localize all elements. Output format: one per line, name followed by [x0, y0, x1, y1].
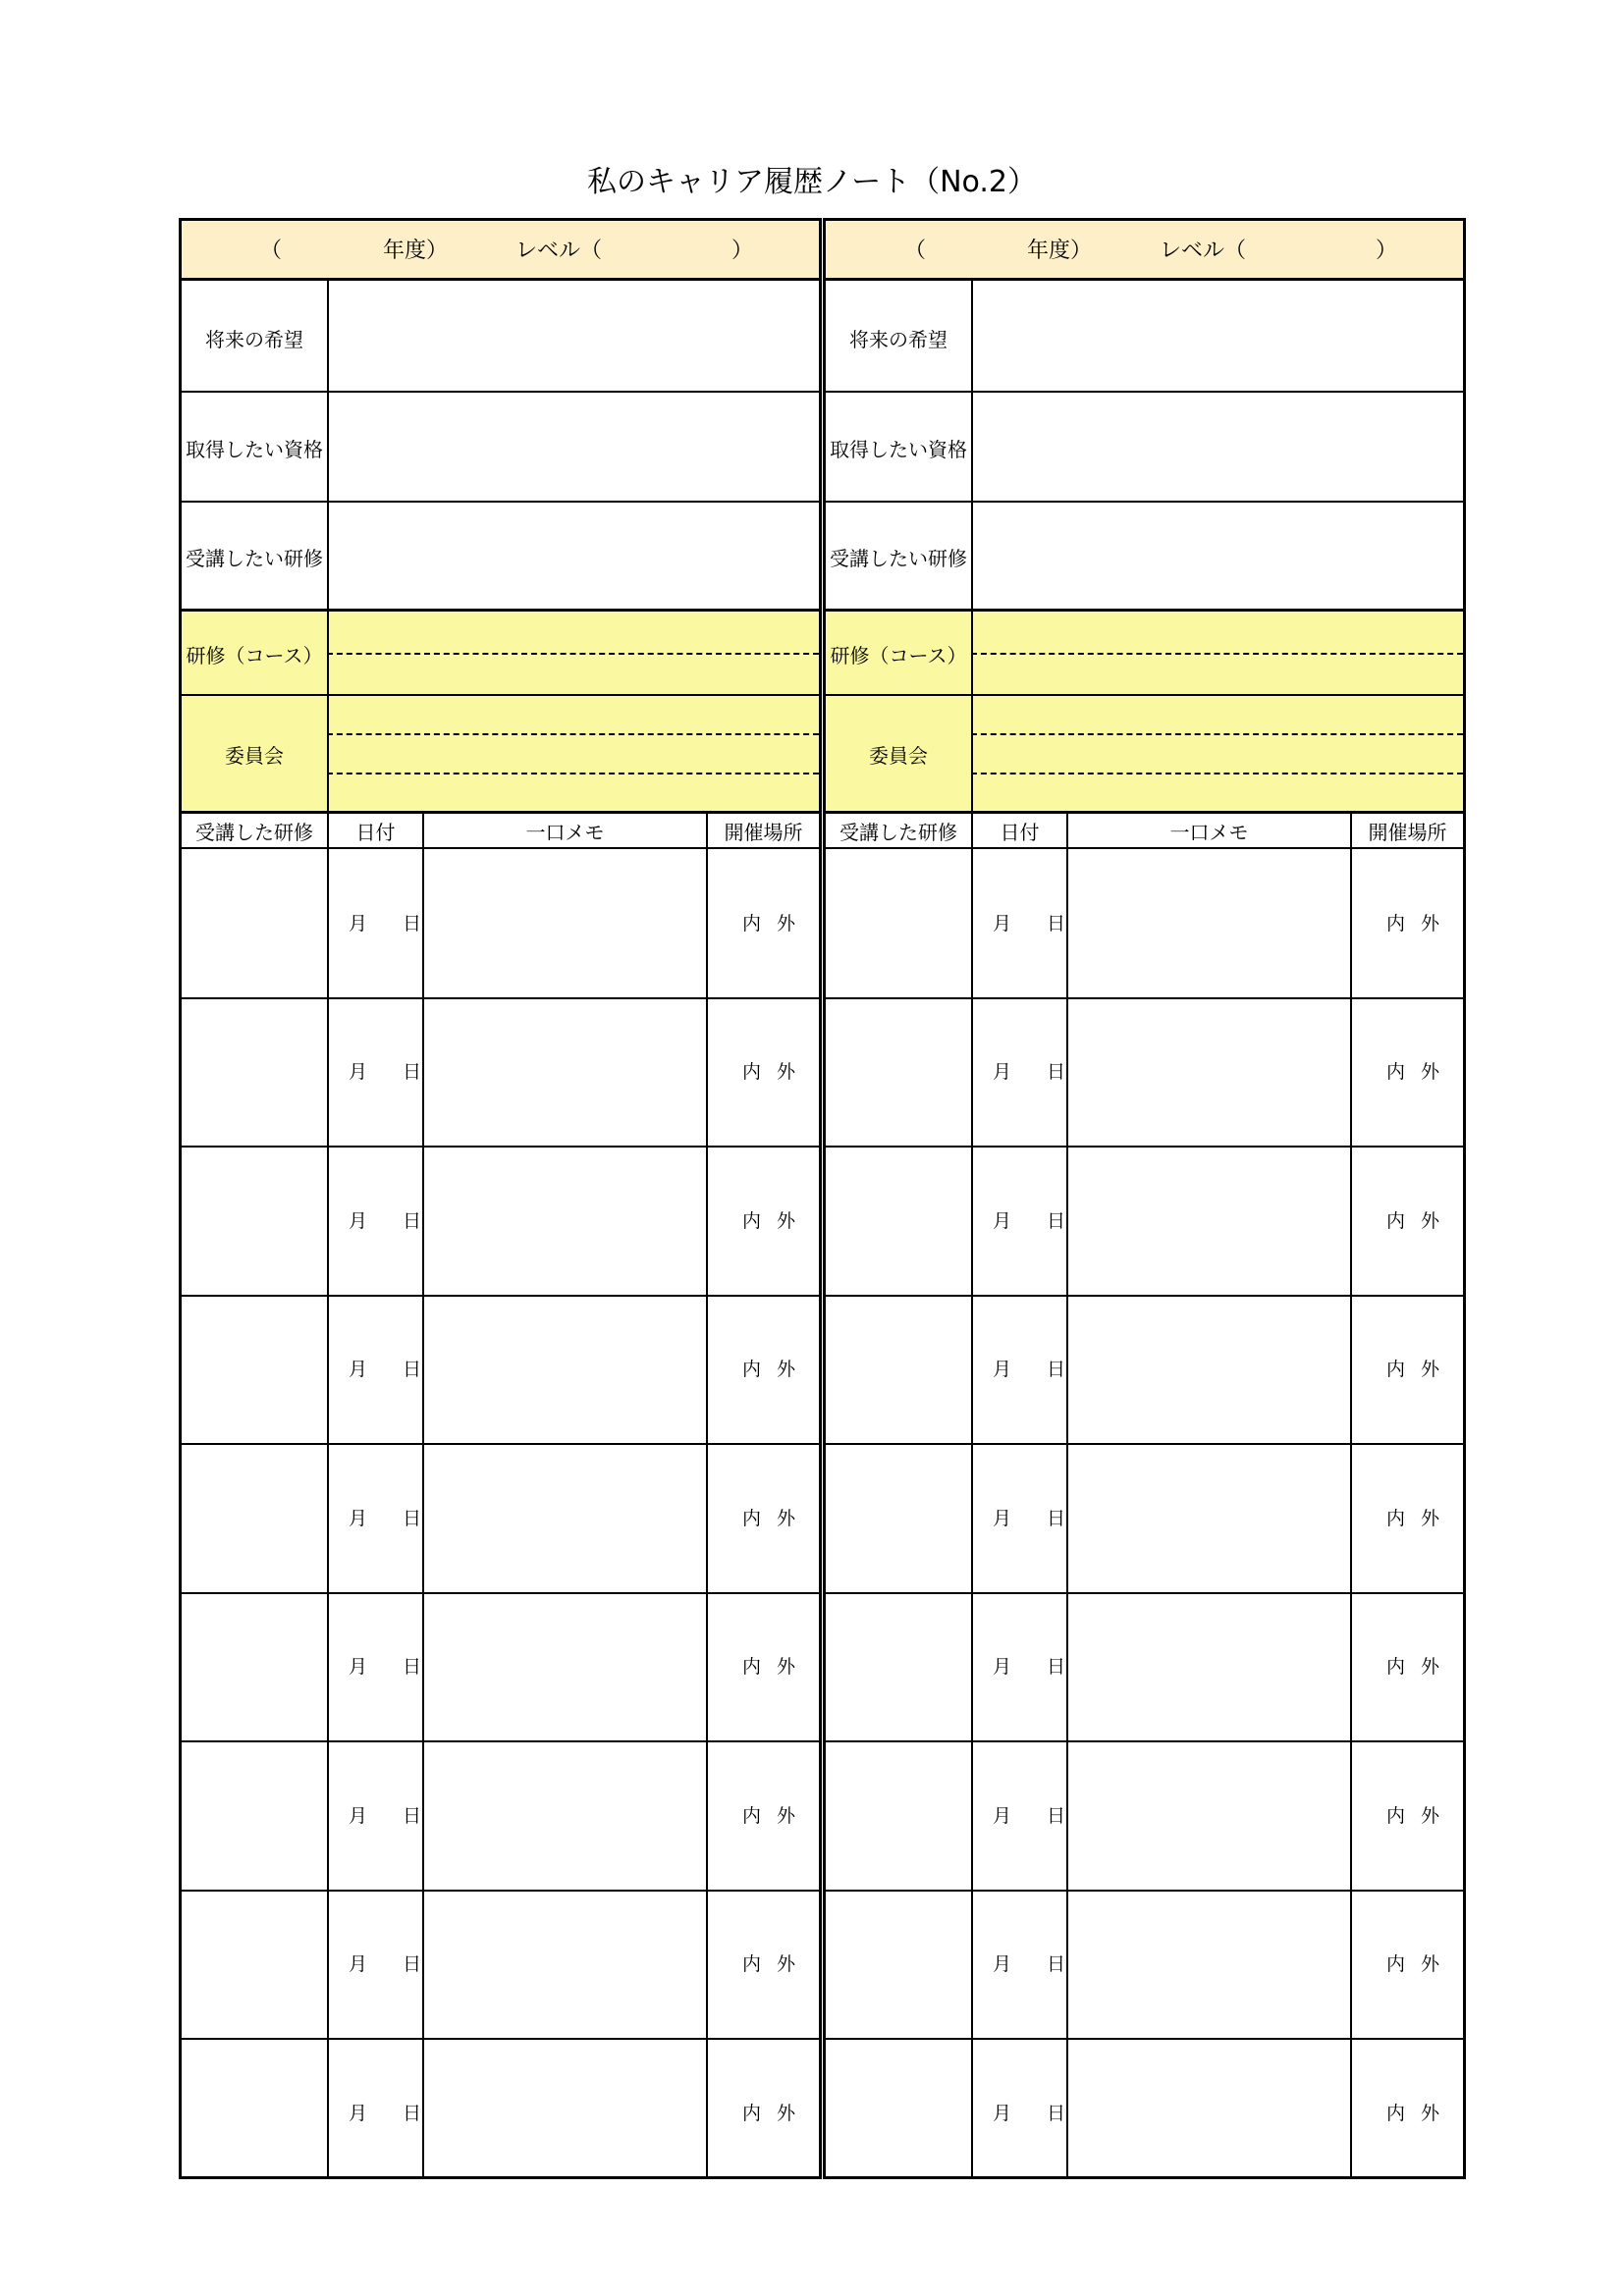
page-title: 私のキャリア履歴ノート（No.2） [587, 165, 1037, 199]
divider [327, 281, 329, 812]
training-name-input[interactable] [826, 1147, 971, 1294]
venue-input[interactable] [708, 1296, 819, 1443]
outside-label: 外 [1421, 1953, 1440, 1976]
column-header-venue: 開催場所 [724, 820, 803, 844]
committee-label: 委員会 [225, 743, 284, 768]
month-label: 月 [993, 1804, 1012, 1827]
inside-label: 内 [1386, 1359, 1406, 1381]
inside-label: 内 [742, 1953, 762, 1976]
divider [182, 501, 819, 503]
inside-label: 内 [1386, 2102, 1406, 2124]
venue-input[interactable] [1352, 1444, 1463, 1591]
training-name-input[interactable] [826, 1891, 971, 2038]
sheet-half-right [823, 218, 1466, 2179]
course-label: 研修（コース） [186, 643, 323, 667]
memo-input[interactable] [424, 1593, 706, 1740]
divider [182, 391, 819, 393]
month-label: 月 [993, 1061, 1012, 1084]
want-training-input[interactable] [973, 504, 1463, 610]
memo-input[interactable] [424, 1296, 706, 1443]
training-name-input[interactable] [826, 849, 971, 996]
outside-label: 外 [1421, 912, 1440, 934]
training-name-input[interactable] [182, 1891, 327, 2038]
month-label: 月 [349, 1359, 368, 1381]
month-label: 月 [993, 1953, 1012, 1976]
venue-input[interactable] [1352, 1741, 1463, 1889]
outside-label: 外 [1421, 1507, 1440, 1529]
training-name-input[interactable] [182, 1444, 327, 1591]
year-level-header [826, 221, 1463, 281]
training-name-input[interactable] [182, 1147, 327, 1294]
month-label: 月 [993, 1359, 1012, 1381]
venue-input[interactable] [708, 1891, 819, 2038]
inside-label: 内 [742, 1061, 762, 1084]
outside-label: 外 [1421, 1061, 1440, 1084]
inside-label: 内 [742, 2102, 762, 2124]
header-level: レベル（ [515, 239, 603, 263]
outside-label: 外 [777, 912, 796, 934]
day-label: 日 [403, 1061, 422, 1084]
inside-label: 内 [1386, 1209, 1406, 1232]
column-header-memo: 一口メモ [525, 820, 605, 844]
venue-input[interactable] [1352, 998, 1463, 1146]
training-name-input[interactable] [826, 1444, 971, 1591]
training-name-input[interactable] [826, 1593, 971, 1740]
header-nendo: 年度） [383, 239, 449, 263]
training-name-input[interactable] [182, 1741, 327, 1889]
inside-label: 内 [742, 1656, 762, 1679]
venue-input[interactable] [708, 1741, 819, 1889]
memo-input[interactable] [1068, 998, 1350, 1146]
column-header-date: 日付 [1000, 820, 1040, 844]
training-name-input[interactable] [826, 998, 971, 1146]
training-name-input[interactable] [826, 1296, 971, 1443]
outside-label: 外 [777, 1804, 796, 1827]
divider [826, 694, 1463, 696]
course-dashed-line [971, 653, 1463, 655]
day-label: 日 [403, 1953, 422, 1976]
venue-input[interactable] [708, 849, 819, 996]
day-label: 日 [403, 1507, 422, 1529]
month-label: 月 [349, 1061, 368, 1084]
column-header-venue: 開催場所 [1368, 820, 1447, 844]
course-label: 研修（コース） [830, 643, 967, 667]
outside-label: 外 [777, 2102, 796, 2124]
memo-input[interactable] [1068, 849, 1350, 996]
header-close-paren: ） [731, 239, 754, 263]
venue-input[interactable] [1352, 2039, 1463, 2186]
month-label: 月 [993, 1656, 1012, 1679]
qualification-input[interactable] [973, 394, 1463, 502]
memo-input[interactable] [1068, 1891, 1350, 2038]
memo-input[interactable] [424, 849, 706, 996]
venue-input[interactable] [708, 1147, 819, 1294]
day-label: 日 [1047, 1804, 1066, 1827]
month-label: 月 [349, 2102, 368, 2124]
committee-input[interactable] [973, 697, 1463, 811]
outside-label: 外 [777, 1953, 796, 1976]
memo-input[interactable] [1068, 1147, 1350, 1294]
memo-input[interactable] [1068, 2039, 1350, 2186]
venue-input[interactable] [1352, 1891, 1463, 2038]
day-label: 日 [403, 1209, 422, 1232]
memo-input[interactable] [424, 1147, 706, 1294]
career-history-sheet [179, 218, 1466, 2179]
committee-dashed-line [971, 733, 1463, 735]
divider [826, 501, 1463, 503]
training-name-input[interactable] [826, 2039, 971, 2186]
committee-input[interactable] [329, 697, 819, 811]
month-label: 月 [349, 1507, 368, 1529]
outside-label: 外 [1421, 1656, 1440, 1679]
inside-label: 内 [742, 1804, 762, 1827]
outside-label: 外 [777, 1507, 796, 1529]
venue-input[interactable] [1352, 849, 1463, 996]
day-label: 日 [1047, 1953, 1066, 1976]
committee-label: 委員会 [869, 743, 928, 768]
outside-label: 外 [777, 1359, 796, 1381]
day-label: 日 [1047, 1359, 1066, 1381]
year-level-header [182, 221, 819, 281]
memo-input[interactable] [1068, 1741, 1350, 1889]
month-label: 月 [993, 1507, 1012, 1529]
outside-label: 外 [777, 1061, 796, 1084]
divider [826, 391, 1463, 393]
column-header-memo: 一口メモ [1169, 820, 1249, 844]
committee-dashed-line [971, 773, 1463, 774]
course-dashed-line [327, 653, 819, 655]
column-header-date: 日付 [355, 820, 396, 844]
training-name-input[interactable] [182, 1593, 327, 1740]
qualification-label: 取得したい資格 [186, 437, 323, 461]
inside-label: 内 [742, 1209, 762, 1232]
training-name-input[interactable] [826, 1741, 971, 1889]
memo-input[interactable] [424, 998, 706, 1146]
month-label: 月 [349, 912, 368, 934]
sheet-half-left [179, 218, 822, 2179]
outside-label: 外 [1421, 2102, 1440, 2124]
day-label: 日 [403, 1656, 422, 1679]
header-nendo: 年度） [1027, 239, 1093, 263]
inside-label: 内 [1386, 1953, 1406, 1976]
venue-input[interactable] [708, 998, 819, 1146]
memo-input[interactable] [1068, 1444, 1350, 1591]
day-label: 日 [403, 1804, 422, 1827]
day-label: 日 [1047, 1656, 1066, 1679]
header-open-paren: （ [904, 239, 927, 263]
outside-label: 外 [777, 1209, 796, 1232]
memo-input[interactable] [424, 1444, 706, 1591]
want-training-label: 受講したい研修 [830, 546, 967, 570]
memo-input[interactable] [424, 1741, 706, 1889]
header-level: レベル（ [1160, 239, 1247, 263]
inside-label: 内 [1386, 1507, 1406, 1529]
venue-input[interactable] [1352, 1593, 1463, 1740]
inside-label: 内 [742, 1507, 762, 1529]
day-label: 日 [403, 2102, 422, 2124]
outside-label: 外 [777, 1656, 796, 1679]
training-name-input[interactable] [182, 998, 327, 1146]
memo-input[interactable] [424, 2039, 706, 2186]
qualification-input[interactable] [329, 394, 819, 502]
committee-dashed-line [327, 773, 819, 774]
divider [971, 281, 973, 812]
training-name-input[interactable] [182, 849, 327, 996]
venue-input[interactable] [1352, 1147, 1463, 1294]
want-training-input[interactable] [329, 504, 819, 610]
inside-label: 内 [1386, 1804, 1406, 1827]
want-training-label: 受講したい研修 [186, 546, 323, 570]
training-name-input[interactable] [182, 1296, 327, 1443]
day-label: 日 [1047, 1507, 1066, 1529]
day-label: 日 [1047, 2102, 1066, 2124]
day-label: 日 [1047, 912, 1066, 934]
day-label: 日 [1047, 1061, 1066, 1084]
divider [182, 609, 819, 612]
column-header-training: 受講した研修 [195, 820, 313, 844]
future-input[interactable] [973, 284, 1463, 392]
day-label: 日 [403, 912, 422, 934]
outside-label: 外 [1421, 1209, 1440, 1232]
day-label: 日 [403, 1359, 422, 1381]
month-label: 月 [993, 2102, 1012, 2124]
training-name-input[interactable] [182, 2039, 327, 2186]
venue-input[interactable] [708, 1593, 819, 1740]
outside-label: 外 [1421, 1359, 1440, 1381]
day-label: 日 [1047, 1209, 1066, 1232]
month-label: 月 [993, 912, 1012, 934]
memo-input[interactable] [424, 1891, 706, 2038]
header-open-paren: （ [260, 239, 283, 263]
month-label: 月 [349, 1209, 368, 1232]
committee-dashed-line [327, 733, 819, 735]
outside-label: 外 [1421, 1804, 1440, 1827]
month-label: 月 [349, 1656, 368, 1679]
future-label: 将来の希望 [205, 327, 303, 351]
month-label: 月 [993, 1209, 1012, 1232]
venue-input[interactable] [708, 2039, 819, 2186]
qualification-label: 取得したい資格 [830, 437, 967, 461]
column-header-training: 受講した研修 [839, 820, 957, 844]
header-close-paren: ） [1376, 239, 1398, 263]
divider [826, 609, 1463, 612]
inside-label: 内 [742, 1359, 762, 1381]
month-label: 月 [349, 1953, 368, 1976]
memo-input[interactable] [1068, 1296, 1350, 1443]
month-label: 月 [349, 1804, 368, 1827]
venue-input[interactable] [1352, 1296, 1463, 1443]
inside-label: 内 [742, 912, 762, 934]
future-label: 将来の希望 [849, 327, 947, 351]
divider [182, 694, 819, 696]
inside-label: 内 [1386, 1061, 1406, 1084]
venue-input[interactable] [708, 1444, 819, 1591]
inside-label: 内 [1386, 912, 1406, 934]
inside-label: 内 [1386, 1656, 1406, 1679]
future-input[interactable] [329, 284, 819, 392]
memo-input[interactable] [1068, 1593, 1350, 1740]
